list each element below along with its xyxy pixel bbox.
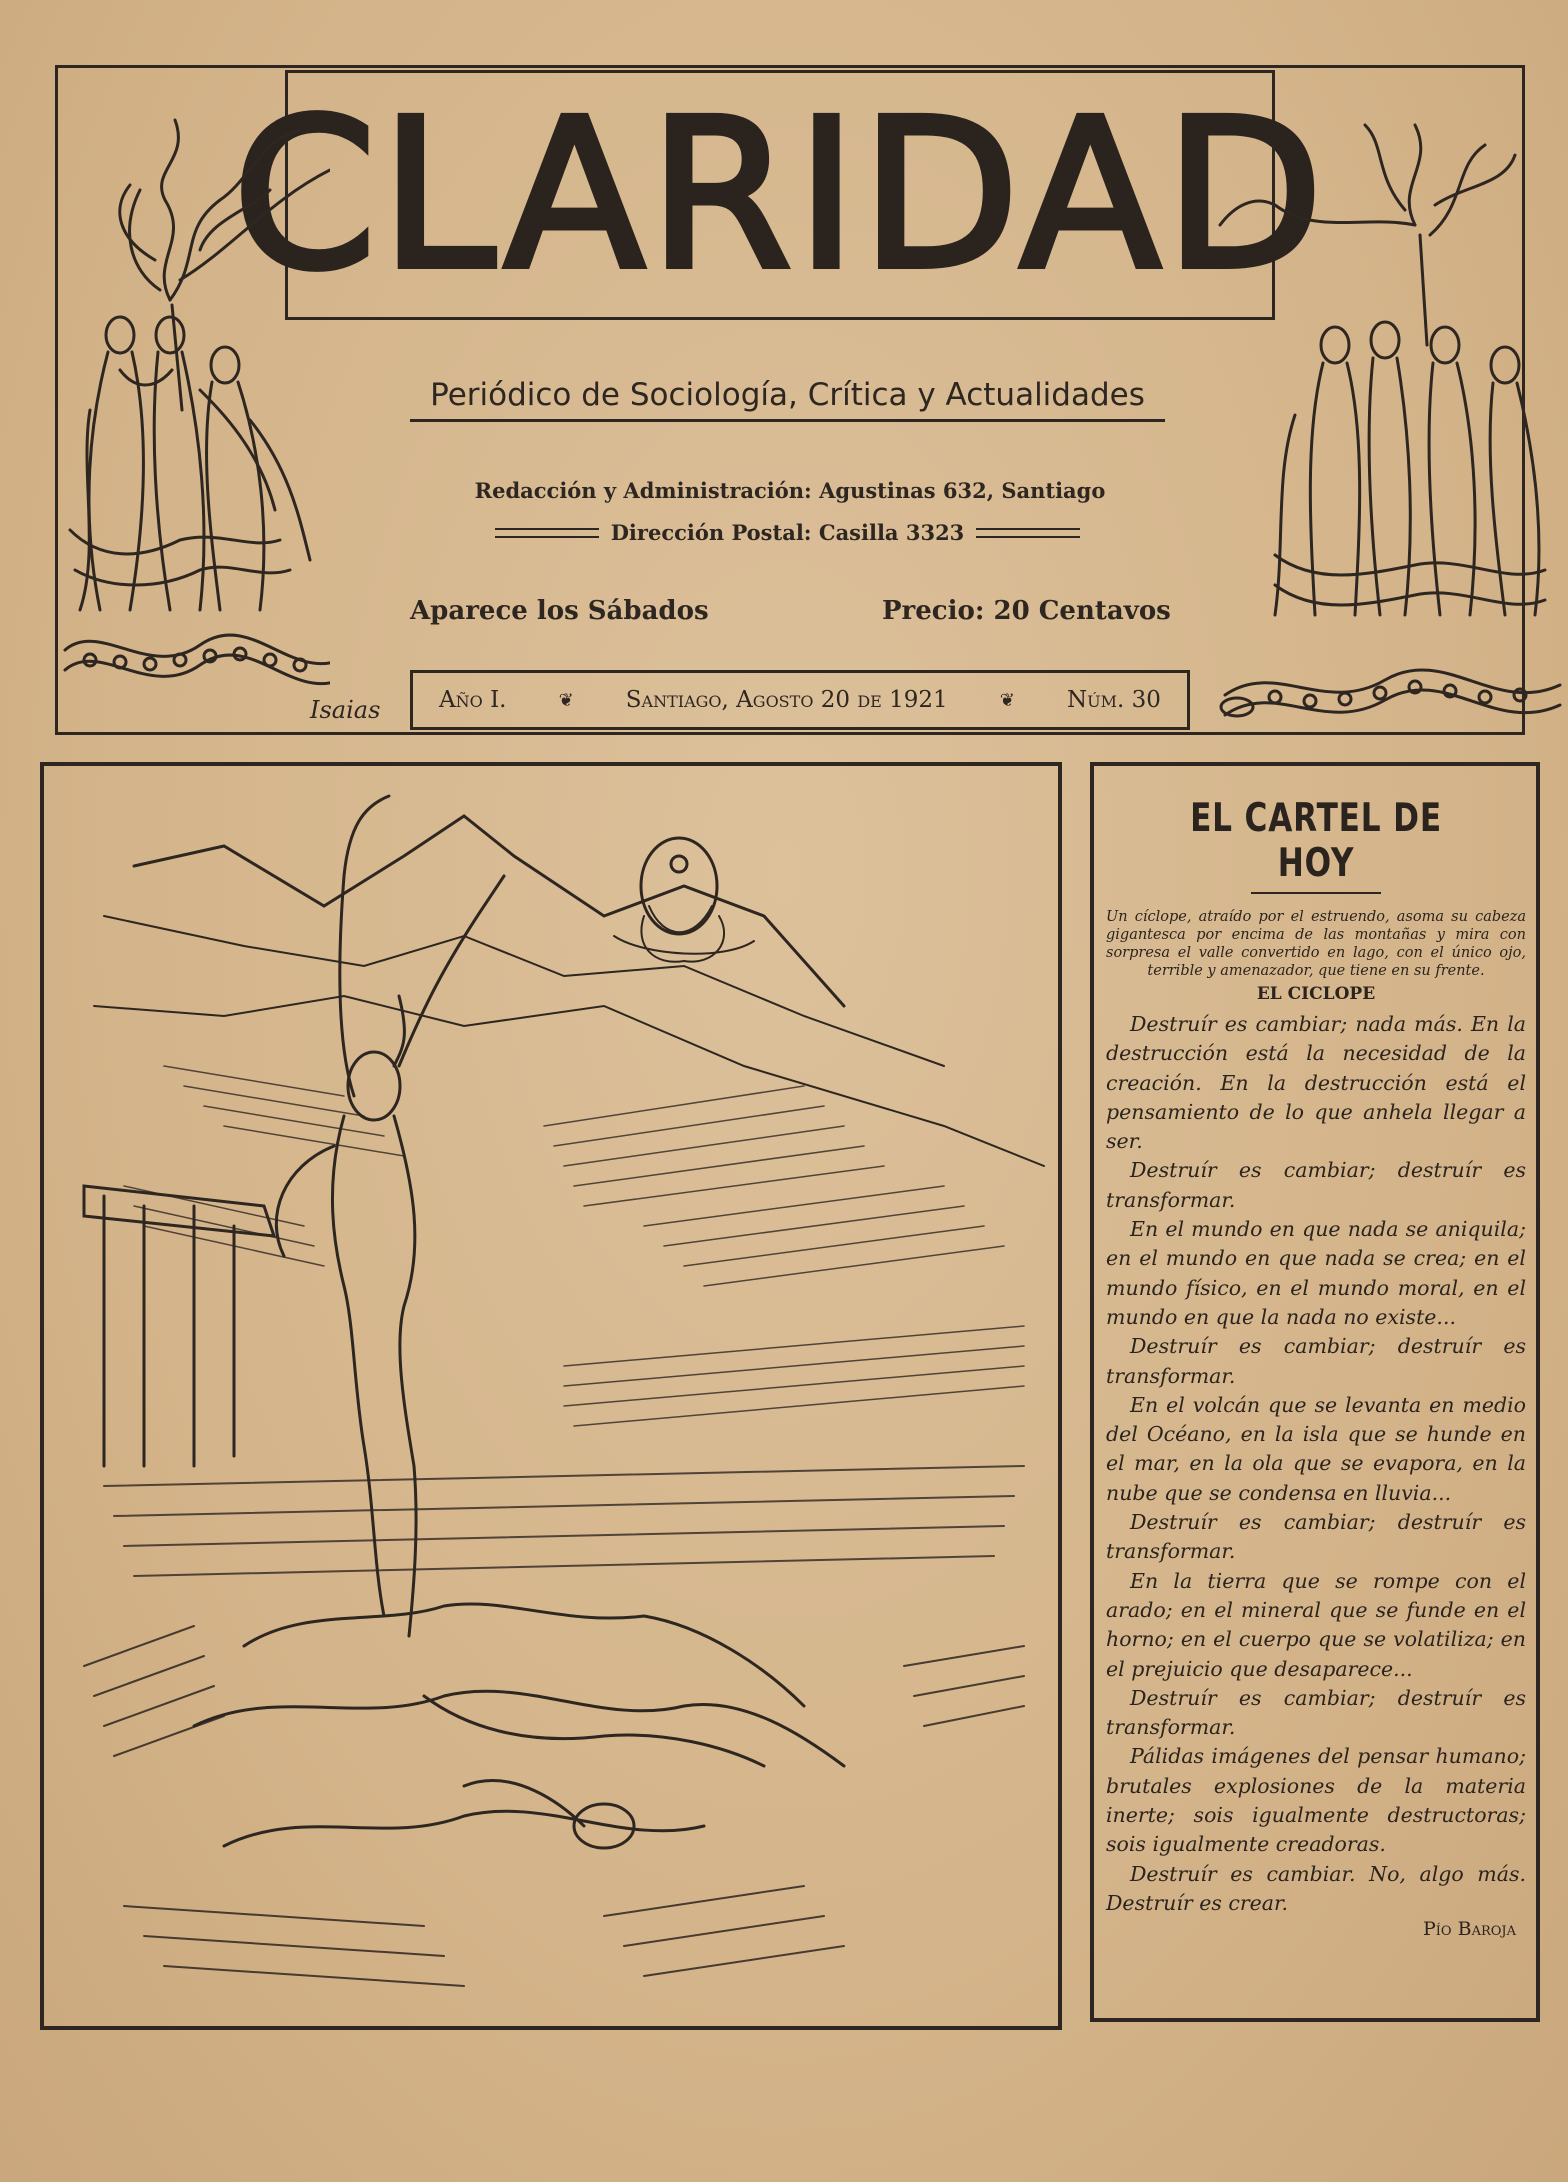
issue-info-box: [410, 670, 1190, 730]
cyclops-illustration: [44, 766, 1058, 2026]
poem-body: [1106, 1010, 1526, 1918]
postal-address-text: Dirección Postal: Casilla 3323: [610, 520, 965, 545]
title-box: [232, 70, 1328, 320]
column-heading: EL CARTEL DE HOY: [1190, 796, 1442, 886]
editorial-column: [1106, 796, 1526, 1940]
poem-paragraph: Destruír es cambiar; destruír es transformar.: [1106, 1685, 1526, 1740]
postal-rule-right: [976, 528, 1080, 538]
artist-signature: Isaias: [310, 696, 381, 724]
poem-author: Pío Baroja: [1422, 1918, 1516, 1941]
torch-figures-left-illustration: [60, 90, 330, 720]
issue-number: Núm. 30: [1067, 687, 1161, 713]
newspaper-title: CLARIDAD: [232, 75, 1328, 315]
poem-title: EL CICLOPE: [1256, 984, 1376, 1004]
poem-paragraph: Destruír es cambiar; destruír es transformar.: [1106, 1158, 1526, 1212]
ornament-icon: ❦: [999, 689, 1015, 711]
postal-rule-left: [495, 528, 599, 538]
poem-paragraph: Destruír es cambiar; nada más. En la destrucción está la necesidad de la creación. En la destrucción está el pensamiento de lo que anhela llegar a ser.: [1106, 1012, 1526, 1154]
heading-divider: [1251, 892, 1381, 894]
poem-paragraph: Pálidas imágenes del pensar humano; brutales explosiones de la materia inerte; sois igualmente destructoras; sois igualmente creadoras.: [1106, 1744, 1526, 1857]
postal-address: [495, 520, 1080, 545]
issue-price: Precio: 20 Centavos: [882, 596, 1171, 626]
ornament-icon: ❦: [558, 689, 574, 711]
issue-place-date: Santiago, Agosto 20 de 1921: [625, 687, 948, 713]
torch-figures-right-illustration: [1215, 115, 1565, 725]
poem-paragraph: En el mundo en que nada se aniquila; en el mundo en que nada se crea; en el mundo físico, en el mundo moral, en el mundo en que la nada no existe...: [1106, 1217, 1526, 1329]
poem-paragraph: En el volcán que se levanta en medio del Océano, en la isla que se hunde en el mar, en la ola que se evapora, en la nube que se condensa en lluvia...: [1106, 1392, 1526, 1505]
poem-paragraph: En la tierra que se rompe con el arado; en el mineral que se funde en el horno; en el cuerpo que se volatiliza; en el prejuicio que desaparece...: [1106, 1568, 1526, 1681]
publication-frequency: Aparece los Sábados: [410, 596, 709, 626]
cover-illustration-frame: [40, 762, 1062, 2030]
editorial-column-frame: [1090, 762, 1540, 2022]
newspaper-subtitle: Periódico de Sociología, Crítica y Actualidades: [410, 377, 1165, 422]
column-intro: Un cíclope, atraído por el estruendo, asoma su cabeza gigantesca por encima de las montañas y mira con sorpresa el valle convertido en lago, con el único ojo, terrible y amenazador, que tiene en su frente.: [1106, 909, 1526, 979]
issue-year: Año I.: [439, 687, 507, 713]
poem-paragraph: Destruír es cambiar; destruír es transformar.: [1106, 1334, 1526, 1388]
editorial-address: Redacción y Administración: Agustinas 632, Santiago: [474, 478, 1106, 503]
poem-paragraph: Destruír es cambiar. No, algo más. Destruír es crear.: [1106, 1861, 1526, 1915]
poem-paragraph: Destruír es cambiar; destruír es transformar.: [1106, 1510, 1526, 1564]
